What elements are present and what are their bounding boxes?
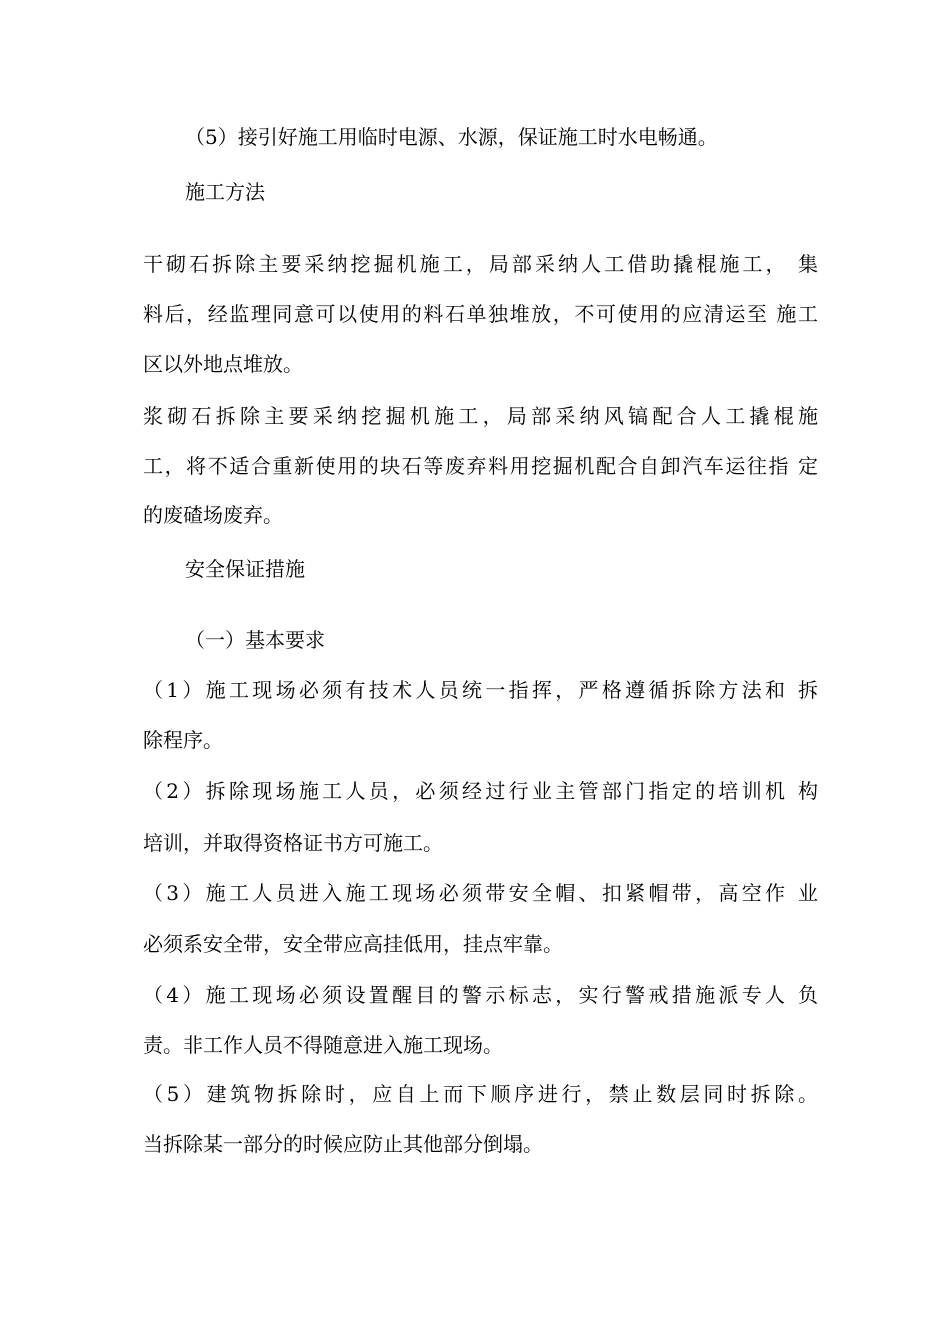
list-item-line: （4）施工现场必须设置醒目的警示标志，实行警戒措施派专人 负 [143,983,818,1007]
list-item-line: （3）施工人员进入施工现场必须带安全帽、扣紧帽带，高空作 业 [143,881,818,905]
paragraph-line: （5）接引好施工用临时电源、水源，保证施工时水电畅通。 [185,125,718,149]
paragraph-line: 料后，经监理同意可以使用的料石单独堆放，不可使用的应清运至 施工 [143,302,818,326]
list-item-line: 必须系安全带，安全带应高挂低用，挂点牢靠。 [143,932,563,956]
section-heading: 安全保证措施 [185,557,305,581]
list-item-line: 当拆除某一部分的时候应防止其他部分倒塌。 [143,1132,543,1156]
paragraph-line: 的废碴场废弃。 [143,503,283,527]
list-item-line: （2）拆除现场施工人员，必须经过行业主管部门指定的培训机 构 [143,779,818,803]
paragraph-line: 工，将不适合重新使用的块石等废弃料用挖掘机配合自卸汽车运往指 定 [143,454,818,478]
section-heading: 施工方法 [185,180,265,204]
paragraph-line: 干砌石拆除主要采纳挖掘机施工，局部采纳人工借助撬棍施工， 集 [143,252,818,276]
paragraph-line: 区以外地点堆放。 [143,352,303,376]
paragraph-line: 浆砌石拆除主要采纳挖掘机施工，局部采纳风镐配合人工撬棍施 [143,404,818,428]
list-item-line: （1）施工现场必须有技术人员统一指挥，严格遵循拆除方法和 拆 [143,678,818,702]
list-item-line: 培训，并取得资格证书方可施工。 [143,831,443,855]
subsection-heading: （一）基本要求 [185,628,325,652]
list-item-line: （5）建筑物拆除时，应自上而下顺序进行，禁止数层同时拆除。 [143,1082,818,1106]
list-item-line: 除程序。 [143,728,223,752]
list-item-line: 责。非工作人员不得随意进入施工现场。 [143,1033,503,1057]
